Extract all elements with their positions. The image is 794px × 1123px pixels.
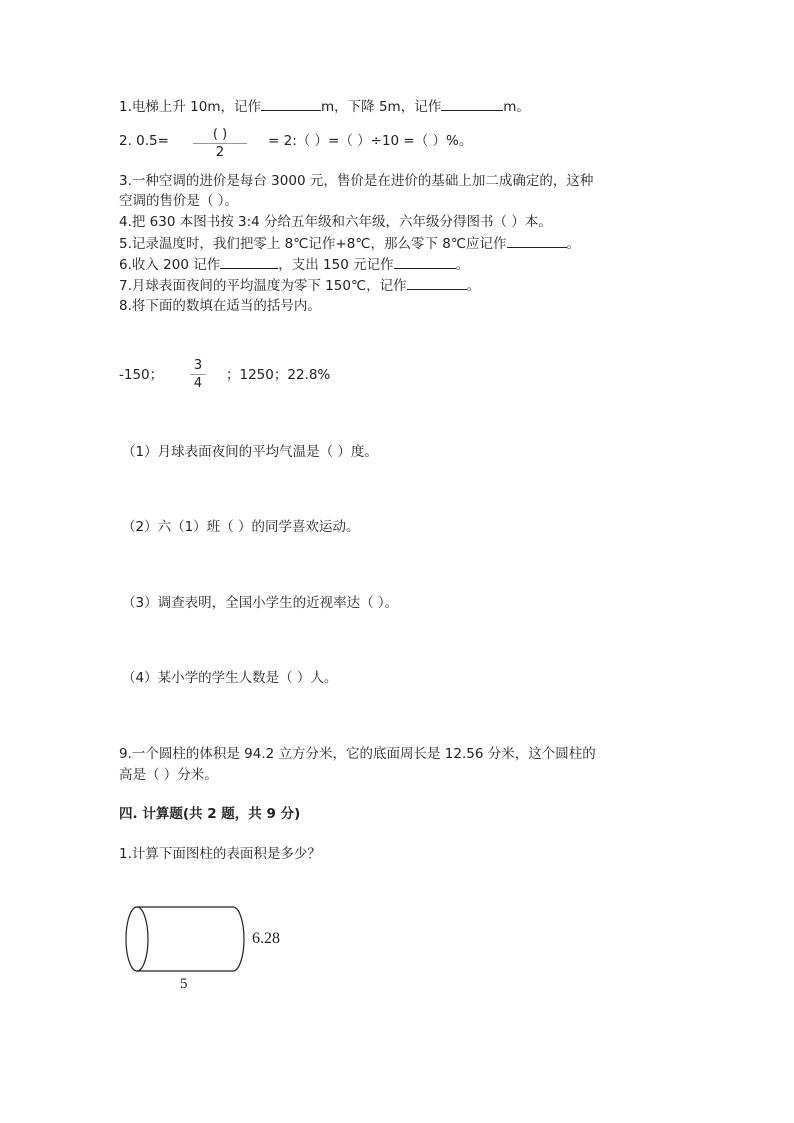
question-8-sub1: （1）月球表面夜间的平均气温是（ ）度。 (122, 444, 378, 460)
cylinder-left-face (126, 907, 148, 971)
numbers-part-a: -150； (119, 367, 164, 383)
cylinder-length-label: 5 (180, 976, 188, 992)
question-1: 1.电梯上升 10m，记作 m，下降 5m，记作 m。 (119, 99, 530, 115)
cylinder-diameter-label: 6.28 (252, 930, 280, 947)
answer-blank (394, 256, 456, 269)
question-8-title: 8.将下面的数填在适当的括号内。 (119, 298, 321, 314)
answer-blank (507, 235, 567, 248)
question-7: 7.月球表面夜间的平均温度为零下 150℃，记作 。 (119, 278, 481, 294)
question-9-line1: 9.一个圆柱的体积是 94.2 立方分米，它的底面周长是 12.56 分米，这个圆柱的 (119, 746, 596, 762)
question-8-sub4: （4）某小学的学生人数是（ ）人。 (122, 670, 338, 686)
fraction-three-quarters: 3 4 (190, 358, 206, 391)
question-3-line1: 3.一种空调的进价是每台 3000 元，售价是在进价的基础上加二成确定的，这种 (119, 173, 594, 189)
question-4: 4.把 630 本图书按 3:4 分给五年级和六年级，六年级分得图书（ ）本。 (119, 214, 552, 230)
section-4-heading: 四. 计算题(共 2 题，共 9 分) (119, 806, 301, 822)
answer-blank (261, 98, 321, 111)
question-6: 6.收入 200 记作 ，支出 150 元记作 。 (119, 257, 470, 273)
question-2-rest: = 2:（ ）=（ ）÷10 =（ ）%。 (268, 133, 473, 149)
question-8-sub3: （3）调查表明，全国小学生的近视率达（ ）。 (122, 595, 399, 611)
answer-blank (407, 277, 467, 290)
question-2-lead: 2. 0.5= (119, 133, 169, 149)
answer-blank (441, 98, 503, 111)
question-5: 5.记录温度时，我们把零上 8℃记作+8℃，那么零下 8℃应记作 。 (119, 236, 581, 252)
numbers-part-b: ；1250；22.8% (226, 367, 331, 383)
cylinder-figure (116, 895, 316, 1005)
question-9-line2: 高是（ ）分米。 (119, 767, 218, 783)
calc-question-1: 1.计算下面图柱的表面积是多少？ (119, 846, 321, 862)
cylinder-right-arc (233, 907, 244, 971)
answer-blank (220, 256, 278, 269)
question-3-line2: 空调的售价是（ ）。 (119, 193, 239, 209)
fraction-blank-over-2: ( ) 2 (193, 127, 247, 160)
question-8-sub2: （2）六（1）班（ ）的同学喜欢运动。 (122, 519, 360, 535)
